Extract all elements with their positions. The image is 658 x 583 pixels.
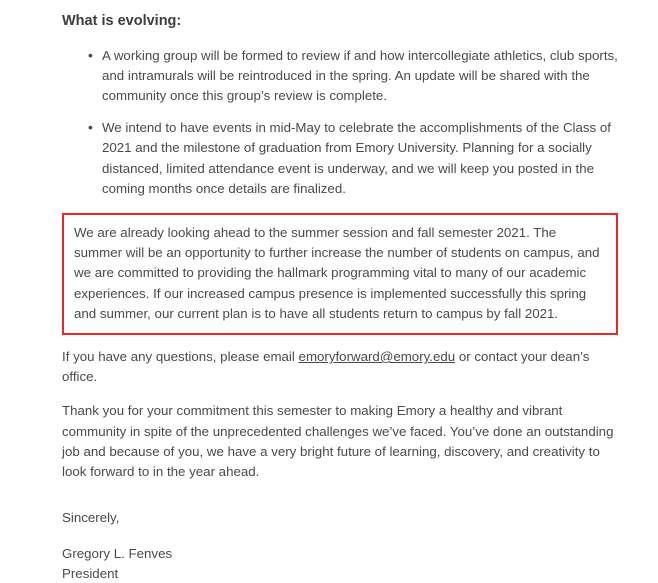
email-link[interactable]: emoryforward@emory.edu <box>298 349 456 364</box>
contact-text-after: or contact your dean’s office. <box>62 349 590 385</box>
highlighted-callout <box>62 213 618 335</box>
closing-line: Sincerely, <box>62 510 120 526</box>
signature-title: President <box>62 565 119 581</box>
evolving-list <box>62 46 618 199</box>
signature-name: Gregory L. Fenves <box>62 546 173 562</box>
contact-paragraph <box>62 347 618 387</box>
highlight-text: We are already looking ahead to the summer session and fall semester 2021. The summer will be an opportunity to further increase the number of students on campus, and we are committed to providing the hallmark programming vital to many of our academic experiences. If our increased campus presence is implemented successfully this spring and summer, our current plan is to have all students return to campus by fall 2021. <box>74 224 600 321</box>
contact-text-before: If you have any questions, please email <box>62 349 299 364</box>
thanks-paragraph: Thank you for your commitment this semester to making Emory a healthy and vibrant community in spite of the unprecedented challenges we’ve faced. You’ve done an outstanding job and because of you, we have a very bright future of learning, discovery, and creativity to look forward to in the year ahead. <box>62 403 614 480</box>
page-title: What is evolving: <box>62 13 182 29</box>
list-item: • A working group will be formed to review if and how intercollegiate athletics, club sports, and intramurals will be reintroduced in the spring. An update will be shared with the community once this group’s review is complete. <box>88 46 618 107</box>
signature-block <box>62 544 618 583</box>
signoff-block <box>62 508 618 583</box>
list-item: • We intend to have events in mid-May to celebrate the accomplishments of the Class of 2021 and the milestone of graduation from Emory University. Planning for a socially distanced, limited attendance event is underway, and we will keep you posted in the coming months once details are finalized. <box>88 118 618 199</box>
